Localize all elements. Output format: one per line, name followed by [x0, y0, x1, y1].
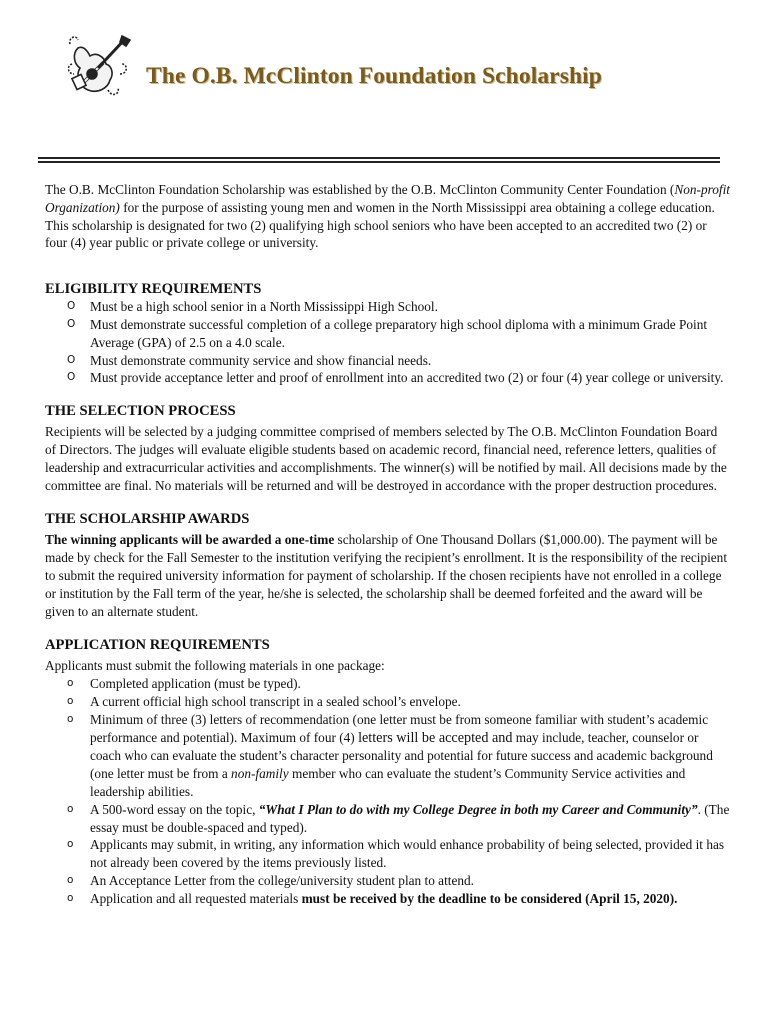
- bullet-icon: O: [67, 317, 76, 330]
- bullet-icon: o: [67, 712, 74, 725]
- bullet-icon: o: [67, 838, 74, 851]
- header-divider: [38, 157, 720, 159]
- application-list: [45, 675, 730, 907]
- deadline-text: must be received by the deadline to be considered (April 15, 2020).: [301, 890, 678, 906]
- list-item: O Must demonstrate successful completion of a college preparatory high school diploma with a minimum Grade Point Average (GPA) of 2.5 on a 4.0 scale.: [67, 316, 708, 350]
- document-body: [45, 181, 730, 908]
- list-item: O Must demonstrate community service and show financial needs.: [67, 352, 432, 368]
- eligibility-list: [45, 298, 730, 387]
- list-item: o A current official high school transcript in a sealed school’s envelope.: [67, 693, 461, 709]
- list-item: O Must provide acceptance letter and proof of enrollment into an accredited two (2) or four (4) year college or university.: [67, 370, 724, 386]
- page-title: The O.B. McClinton Foundation Scholarship: [146, 63, 602, 89]
- list-item: o An Acceptance Letter from the college/university student plan to attend.: [67, 872, 474, 888]
- bullet-icon: o: [67, 802, 74, 815]
- intro-paragraph: The O.B. McClinton Foundation Scholarship was established by the O.B. McClinton Community Center Foundation (Non-profit Organization) for the purpose of assisting young men and women in the North Mississippi area obtaining a college education. This scholarship is designated for two (2) qualifying high school seniors who have been accepted to an accredited two (2) or four (4) year public or private college or university.: [45, 182, 730, 251]
- list-item: o A 500-word essay on the topic, “What I Plan to do with my College Degree in both my Career and Community”. (The essay must be double-spaced and typed).: [67, 801, 730, 835]
- list-item: o Application and all requested materials must be received by the deadline to be considered (April 15, 2020).: [67, 890, 678, 906]
- list-item: o Applicants may submit, in writing, any information which would enhance probability of being selected, provided it has not already been covered by the items previously listed.: [67, 837, 725, 871]
- bullet-icon: o: [67, 694, 74, 707]
- selection-heading: THE SELECTION PROCESS: [45, 403, 236, 420]
- list-item: o Completed application (must be typed).: [67, 676, 301, 692]
- awards-paragraph: The winning applicants will be awarded a one-time scholarship of One Thousand Dollars ($1,000.00). The payment will be made by check for the Fall Semester to the institution verifying the recipient’s enrollment. It is the responsibility of the recipient to submit the required university information for payment of scholarship. If the chosen recipients have not enrolled in a college or institution by the Fall term of the year, he/she is selected, the scholarship shall be deemed forfeited and the award will be given to an alternate student.: [45, 532, 728, 619]
- list-item: o Minimum of three (3) letters of recommendation (one letter must be from someone familiar with student’s academic performance and potential). Maximum of four (4) letters will be accepted and may include, teacher, counselor or coach who can evaluate the student’s character personality and potential for future success and academic background (one letter must be from a non-family member who can evaluate the student’s Community Service activities and leadership abilities.: [67, 711, 713, 799]
- bullet-icon: O: [67, 300, 76, 313]
- list-item: O Must be a high school senior in a North Mississippi High School.: [67, 299, 438, 315]
- page-header: [62, 34, 742, 104]
- bullet-icon: O: [67, 371, 76, 384]
- selection-paragraph: Recipients will be selected by a judging committee comprised of members selected by The O.B. McClinton Foundation Board of Directors. The judges will evaluate eligible students based on academic record, financial need, reference letters, qualities of leadership and extracurricular activities and accomplishments. The winner(s) will be notified by mail. All decisions made by the committee are final. No materials will be returned and will be destroyed in accordance with the proper destruction procedures.: [45, 424, 727, 493]
- guitar-logo-icon: [68, 34, 132, 100]
- eligibility-heading: ELIGIBILITY REQUIREMENTS: [45, 281, 262, 298]
- header-divider-second: [38, 161, 720, 163]
- awards-heading: THE SCHOLARSHIP AWARDS: [45, 511, 250, 528]
- bullet-icon: o: [67, 677, 74, 690]
- application-heading: APPLICATION REQUIREMENTS: [45, 637, 270, 654]
- bullet-icon: O: [67, 353, 76, 366]
- bullet-icon: o: [67, 873, 74, 886]
- application-intro: Applicants must submit the following materials in one package:: [45, 658, 385, 674]
- essay-topic: “What I Plan to do with my College Degree in both my Career and Community”: [258, 801, 698, 817]
- bullet-icon: o: [67, 891, 74, 904]
- organization-type: Non-profit Organization): [45, 182, 730, 215]
